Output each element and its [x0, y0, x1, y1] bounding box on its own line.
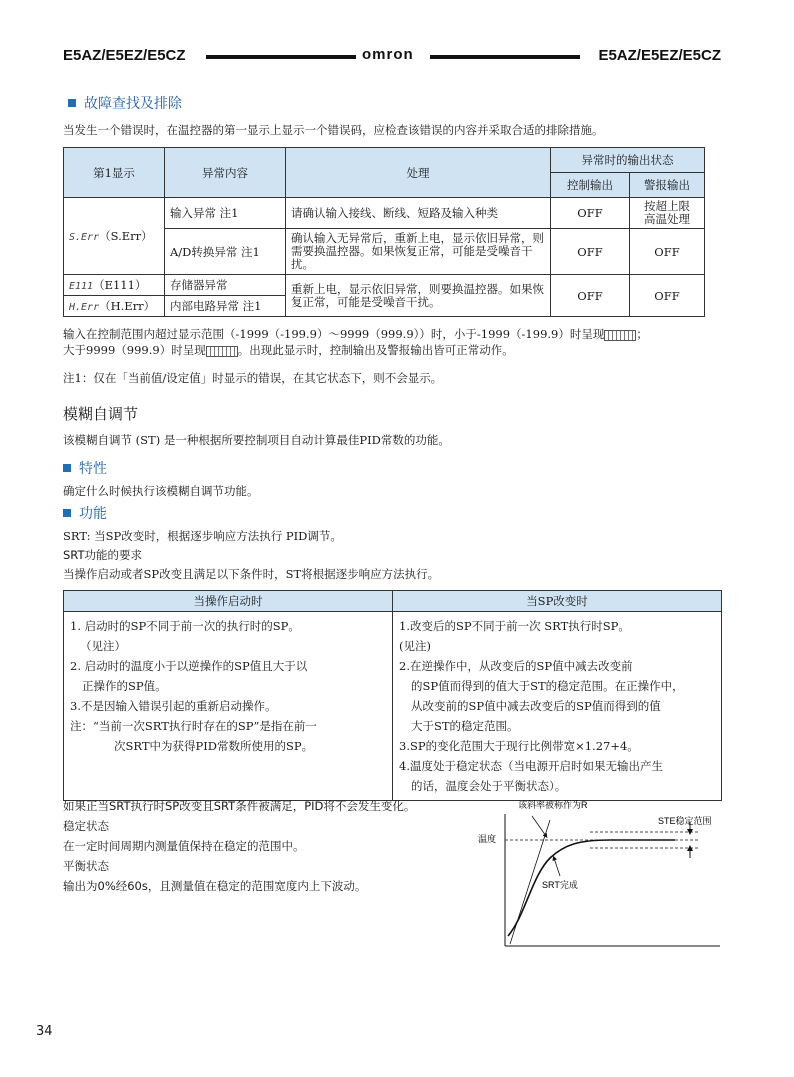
list-item: 大于ST的稳定范围。	[411, 719, 519, 733]
th-on-startup: 当操作启动时	[64, 591, 393, 612]
alarm-output-cell: 按超上限 高温处理	[630, 198, 705, 229]
control-output-cell: OFF	[551, 275, 630, 317]
control-output-cell: OFF	[551, 198, 630, 229]
slope-arrow	[532, 816, 546, 836]
srt-requirements-title: SRT功能的要求	[63, 548, 142, 562]
error-code: （H.Err）	[99, 299, 156, 313]
list-item: 正操作的SP值。	[82, 679, 167, 693]
feature-text: 确定什么时候执行该模糊自调节功能。	[63, 484, 259, 498]
segment-code: H.Err	[69, 302, 100, 313]
list-item: 次SRT中为获得PID常数所使用的SP。	[114, 739, 314, 753]
range-note-punct: ；	[636, 327, 648, 341]
list-item: 从改变前的SP值中减去改变后的SP值而得到的值	[411, 699, 661, 713]
error-code: （E111）	[93, 278, 147, 292]
srt-requirements-text: 当操作启动或者SP改变且满足以下条件时，ST将根据逐步响应方法执行。	[63, 567, 440, 581]
underflow-display-icon	[604, 330, 636, 341]
segment-code: S.Err	[69, 232, 100, 243]
page-number: 34	[36, 1024, 53, 1039]
abnormal-cell: 输入异常 注1	[165, 198, 286, 229]
srt-done-arrow	[554, 858, 560, 876]
th-output-state: 异常时的输出状态	[551, 148, 705, 173]
abnormal-cell: 存储器异常	[165, 275, 286, 296]
list-item: 4.温度处于稳定状态（当电源开启时如果无输出产生	[399, 759, 663, 773]
range-note-text: 大于9999（999.9）时呈现	[63, 343, 206, 357]
error-code-cell	[64, 275, 165, 296]
range-note-text: 。出现此显示时，控制输出及警报输出皆可正常动作。	[237, 343, 514, 357]
header-rule-left	[206, 55, 356, 59]
list-item: 1.改变后的SP不同于前一次 SRT执行时SP。	[399, 619, 630, 633]
response-curve	[508, 840, 675, 936]
balance-state-title: 平衡状态	[63, 859, 109, 873]
error-code: （S.Err）	[99, 229, 153, 243]
balance-state-text: 输出为0%经60s，且测量值在稳定的范围宽度内上下波动。	[63, 879, 367, 893]
st-conditions-table	[63, 590, 722, 801]
srt-line: SRT: 当SP改变时，根据逐步响应方法执行 PID调节。	[63, 529, 342, 543]
section-title: 功能	[79, 506, 107, 522]
header-left-title: E5AZ/E5EZ/E5CZ	[63, 47, 186, 64]
action-cell: 确认输入无异常后，重新上电，显示依旧异常，则需要换温控器。如果恢复正常，可能是受噪音干扰。	[286, 229, 551, 275]
table-row	[64, 198, 705, 229]
section-title: 故障查找及排除	[84, 96, 182, 112]
range-note-text: 输入在控制范围内超过显示范围（-1999（-199.9）～9999（999.9））时，小于-1999（-199.9）时呈现	[63, 327, 605, 341]
th-control-output: 控制输出	[551, 173, 630, 198]
alarm-output-cell: OFF	[630, 229, 705, 275]
bullet-square-icon	[68, 99, 76, 107]
segment-code: E111	[69, 281, 94, 292]
srt-response-diagram	[470, 796, 730, 956]
srt-done-label: SRT完成	[542, 880, 578, 890]
control-output-cell: OFF	[551, 229, 630, 275]
action-cell: 请确认输入接线、断线、短路及输入种类	[286, 198, 551, 229]
startup-conditions-cell	[64, 612, 393, 801]
bullet-square-icon	[63, 509, 71, 517]
omron-logo: omron	[362, 46, 414, 63]
abnormal-cell: 内部电路异常 注1	[165, 296, 286, 317]
alarm-output-cell: OFF	[630, 275, 705, 317]
abnormal-cell: A/D转换异常 注1	[165, 229, 286, 275]
th-action: 处理	[286, 148, 551, 198]
list-item: 注：“当前一次SRT执行时存在的SP”是指在前一	[70, 719, 317, 733]
range-note	[63, 326, 723, 358]
th-alarm-output: 警报输出	[630, 173, 705, 198]
header-rule-right	[430, 55, 580, 59]
bullet-square-icon	[63, 464, 71, 472]
list-item: 2.在逆操作中，从改变后的SP值中减去改变前	[399, 659, 633, 673]
list-item: 的话，温度会处于平衡状态）。	[411, 779, 567, 793]
overflow-display-icon	[206, 346, 238, 357]
table-row	[64, 275, 705, 296]
th-on-sp-change: 当SP改变时	[393, 591, 722, 612]
error-code-cell	[64, 296, 165, 317]
function-heading	[63, 503, 107, 523]
action-cell: 重新上电，显示依旧异常，则要换温控器。如果恢复正常，可能是受噪音干扰。	[286, 275, 551, 317]
stable-state-title: 稳定状态	[63, 819, 109, 833]
slope-label: 该斜率被称作为R	[518, 800, 588, 810]
header-right-title: E5AZ/E5EZ/E5CZ	[598, 47, 721, 64]
list-item: (见注)	[399, 639, 431, 653]
list-item: 1. 启动时的SP不同于前一次的执行时的SP。	[70, 619, 300, 633]
feature-heading	[63, 458, 107, 478]
temperature-label: 温度	[478, 834, 497, 844]
th-abnormal: 异常内容	[165, 148, 286, 198]
section-title: 特性	[79, 461, 107, 477]
fuzzy-intro: 该模糊自调节 (ST) 是一种根据所要控制项目自动计算最佳PID常数的功能。	[63, 433, 450, 447]
list-item: 的SP值而得到的值大于ST的稳定范围。在正操作中，	[411, 679, 684, 693]
list-item: （见注）	[80, 639, 126, 653]
error-code-cell	[64, 198, 165, 275]
pid-unchanged-note: 如果正当SRT执行时SP改变且SRT条件被满足，PID将不会发生变化。	[63, 799, 416, 813]
section-troubleshooting-heading	[68, 93, 182, 113]
ste-label: STE稳定范围	[658, 816, 712, 826]
fuzzy-self-tuning-heading: 模糊自调节	[63, 405, 139, 423]
sp-change-conditions-cell	[393, 612, 722, 801]
error-table	[63, 147, 705, 317]
stable-state-text: 在一定时间周期内测量值保持在稳定的范围中。	[63, 839, 305, 853]
troubleshooting-intro: 当发生一个错误时，在温控器的第一显示上显示一个错误码，应检查该错误的内容并采取合适的排除措施。	[63, 123, 604, 137]
list-item: 3.SP的变化范围大于现行比例带宽×1.27+4。	[399, 739, 639, 753]
note-1: 注1：仅在「当前值/设定值」时显示的错误，在其它状态下，则不会显示。	[63, 371, 443, 385]
th-display1: 第1显示	[64, 148, 165, 198]
list-item: 3.不是因输入错误引起的重新启动操作。	[70, 699, 277, 713]
list-item: 2. 启动时的温度小于以逆操作的SP值且大于以	[70, 659, 308, 673]
